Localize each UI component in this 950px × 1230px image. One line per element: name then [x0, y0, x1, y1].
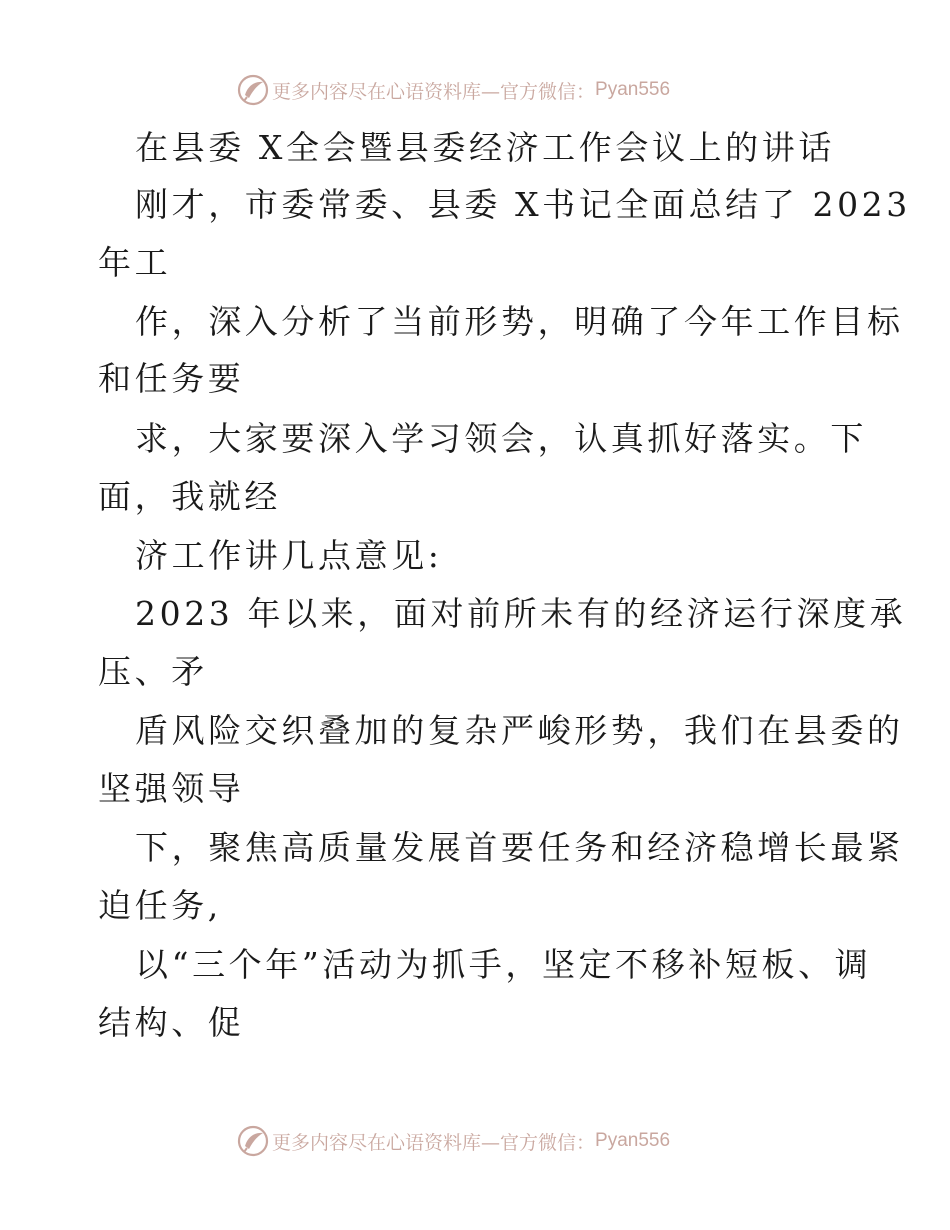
- text-line: 和任务要: [98, 359, 245, 398]
- watermark-logo-icon: [236, 73, 270, 107]
- text-line: 年工: [98, 243, 172, 282]
- text-line: 作，深入分析了当前形势，明确了今年工作目标: [135, 302, 904, 341]
- text-line: 结构、促: [98, 1003, 245, 1042]
- watermark-logo-icon: [236, 1124, 270, 1158]
- document-title: 在县委 X全会暨县委经济工作会议上的讲话: [135, 128, 835, 167]
- text-line: 刚才，市委常委、县委 X书记全面总结了 2023: [135, 185, 911, 224]
- text-line: 盾风险交织叠加的复杂严峻形势，我们在县委的: [135, 711, 904, 750]
- text-line: 2023 年以来，面对前所未有的经济运行深度承: [135, 594, 907, 633]
- text-line: 迫任务,: [98, 886, 222, 925]
- text-line: 压、矛: [98, 652, 208, 691]
- footer-watermark: [236, 1124, 716, 1158]
- text-line: 以“三个年”活动为抓手，坚定不移补短板、调: [135, 945, 872, 984]
- text-line: 坚强领导: [98, 769, 245, 808]
- text-line: 济工作讲几点意见:: [135, 536, 443, 575]
- header-watermark: [236, 73, 716, 107]
- text-line: 下，聚焦高质量发展首要任务和经济稳增长最紧: [135, 828, 904, 867]
- text-line: 求，大家要深入学习领会，认真抓好落实。下: [135, 419, 867, 458]
- watermark-text: 更多内容尽在心语资料库—官方微信：: [272, 80, 596, 103]
- watermark-account: Pyan556: [595, 79, 671, 100]
- text-line: 面，我就经: [98, 477, 281, 516]
- watermark-account: Pyan556: [595, 1130, 671, 1151]
- watermark-text: 更多内容尽在心语资料库—官方微信：: [272, 1131, 596, 1154]
